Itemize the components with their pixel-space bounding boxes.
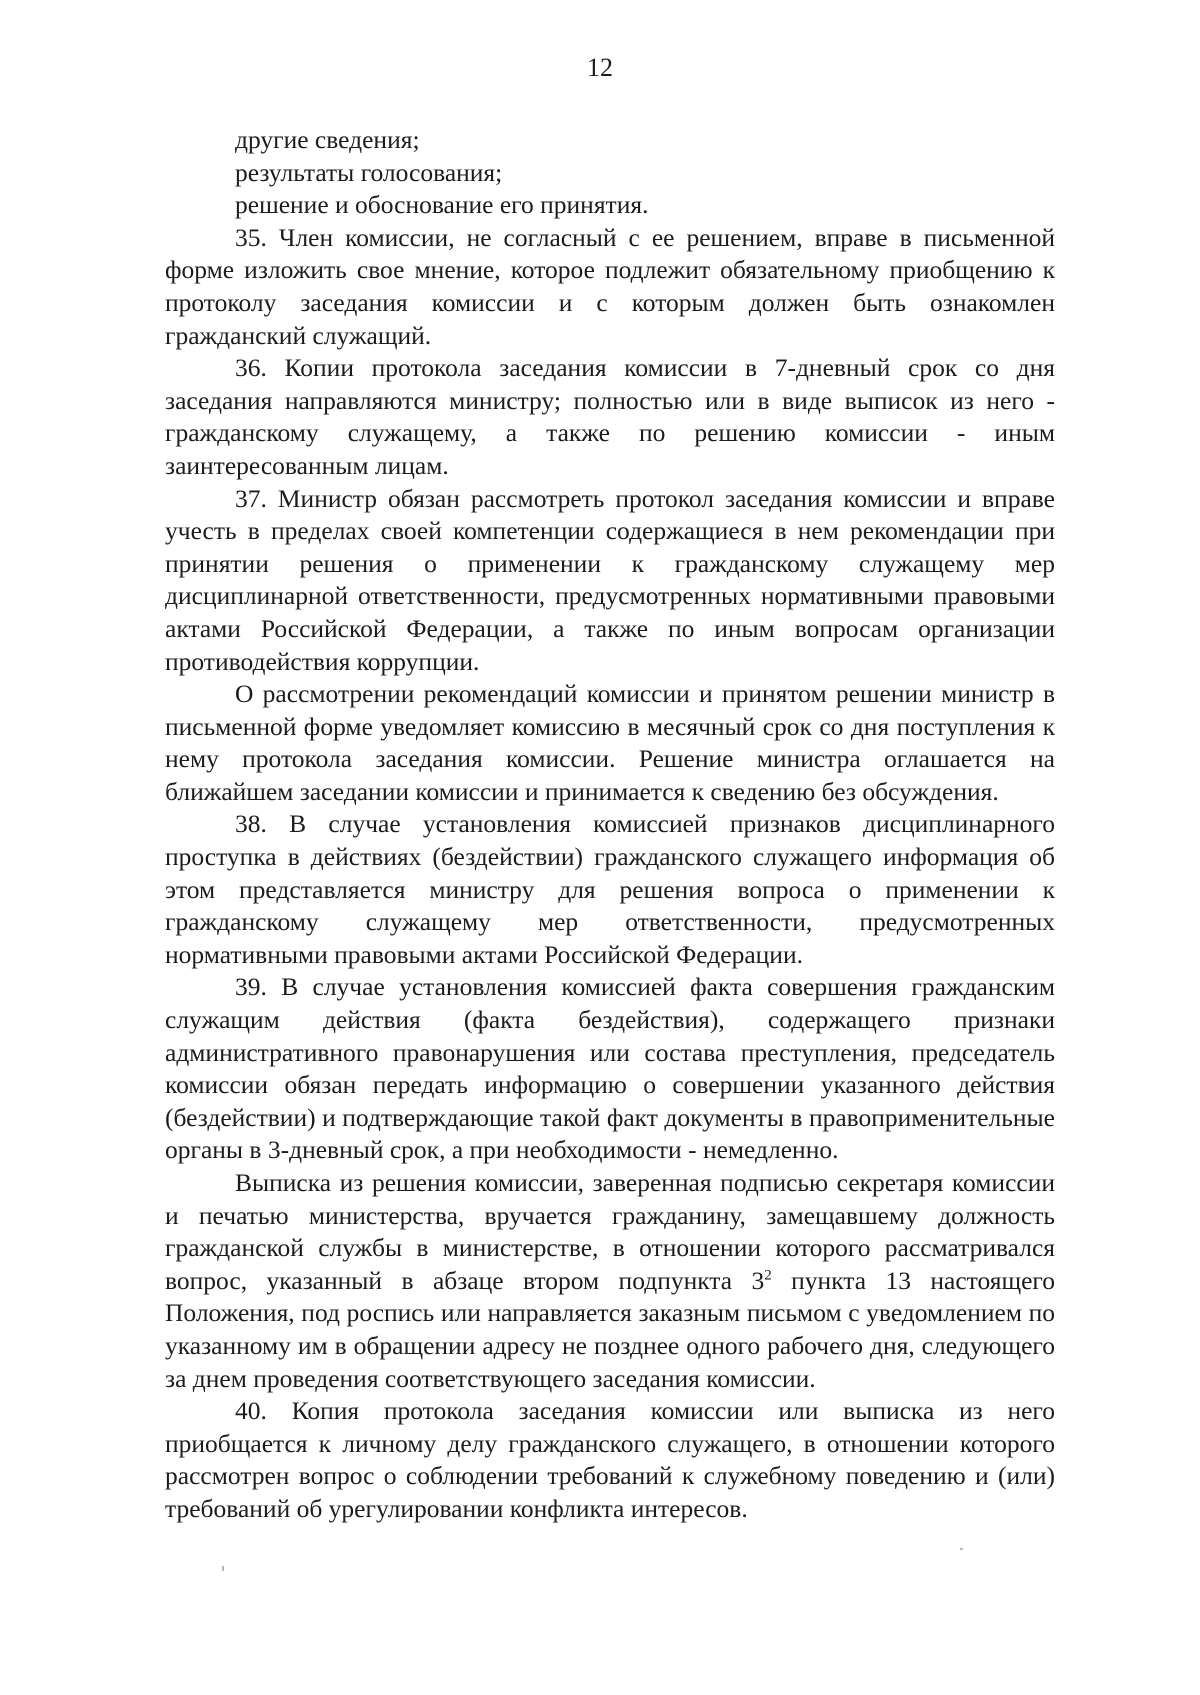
page-number: 12 — [587, 53, 613, 82]
document-body — [165, 124, 1055, 1526]
paragraph-39-second-text-b: пункта 13 настоящего Положения, под роспись или направляется заказным письмом с уведомлением по указанному им в обращении адресу не позднее одного рабочего дня, следующего за днем проведения соответствующего заседания комиссии. — [165, 1265, 1055, 1393]
paragraph-35: 35. Член комиссии, не согласный с ее решением, вправе в письменной форме изложить свое мнение, которое подлежит обязательному приобщению к протоколу заседания комиссии и с которым должен быть ознакомлен гражданский служащий. — [165, 222, 1055, 350]
paragraph-37: 37. Министр обязан рассмотреть протокол заседания комиссии и вправе учесть в пределах своей компетенции содержащиеся в нем рекомендации при принятии решения о применении к гражданскому служащему мер дисциплинарной ответственности, предусмотренных нормативными правовыми актами Российской Федерации, а также по иным вопросам организации противодействия коррупции. — [165, 483, 1055, 676]
scan-speck — [960, 1548, 963, 1550]
list-line-decision: решение и обоснование его принятия. — [235, 190, 649, 220]
paragraph-39: 39. В случае установления комиссией факта совершения гражданским служащим действия (факта бездействия), содержащего признаки административного правонарушения или состава преступления, председатель комиссии обязан передать информацию о совершении указанного действия (бездействии) и подтверждающие такой факт документы в правоприменительные органы в 3-дневный срок, а при необходимости - немедленно. — [165, 972, 1055, 1165]
paragraph-37-second: О рассмотрении рекомендаций комиссии и принятом решении министр в письменной форме уведомляет комиссию в месячный срок со дня поступления к нему протокола заседания комиссии. Решение министра оглашается на ближайшем заседании комиссии и принимается к сведению без обсуждения. — [165, 679, 1055, 806]
paragraph-39-second-text-a: Выписка из решения комиссии, заверенная подписью секретаря комиссии и печатью министерства, вручается гражданину, замещавшему должность гражданской службы в министерстве, в отношении которого рассматривался вопрос, указанный в абзаце втором подпункта 3 — [165, 1168, 1055, 1295]
paragraph-36: 36. Копии протокола заседания комиссии в 7-дневный срок со дня заседания направляются министру; полностью или в виде выписок из него - гражданскому служащему, а также по решению комиссии - иным заинтересованным лицам. — [165, 353, 1055, 480]
paragraph-38: 38. В случае установления комиссией признаков дисциплинарного проступка в действиях (бездействии) гражданского служащего информация об этом представляется министру для решения вопроса о применении к гражданскому служащему мер ответственности, предусмотренных нормативными правовыми актами Российской Федерации. — [165, 809, 1055, 969]
paragraph-39-second — [165, 1167, 1055, 1395]
paragraph-40: 40. Копия протокола заседания комиссии или выписка из него приобщается к личному делу гражданского служащего, в отношении которого рассмотрен вопрос о соблюдении требований к служебному поведению и (или) требований об урегулировании конфликта интересов. — [165, 1396, 1055, 1523]
list-line-other-info: другие сведения; — [235, 125, 420, 154]
list-line-voting-results: результаты голосования; — [235, 157, 503, 187]
superscript-index: 2 — [764, 1267, 772, 1284]
scan-speck — [222, 1566, 224, 1571]
